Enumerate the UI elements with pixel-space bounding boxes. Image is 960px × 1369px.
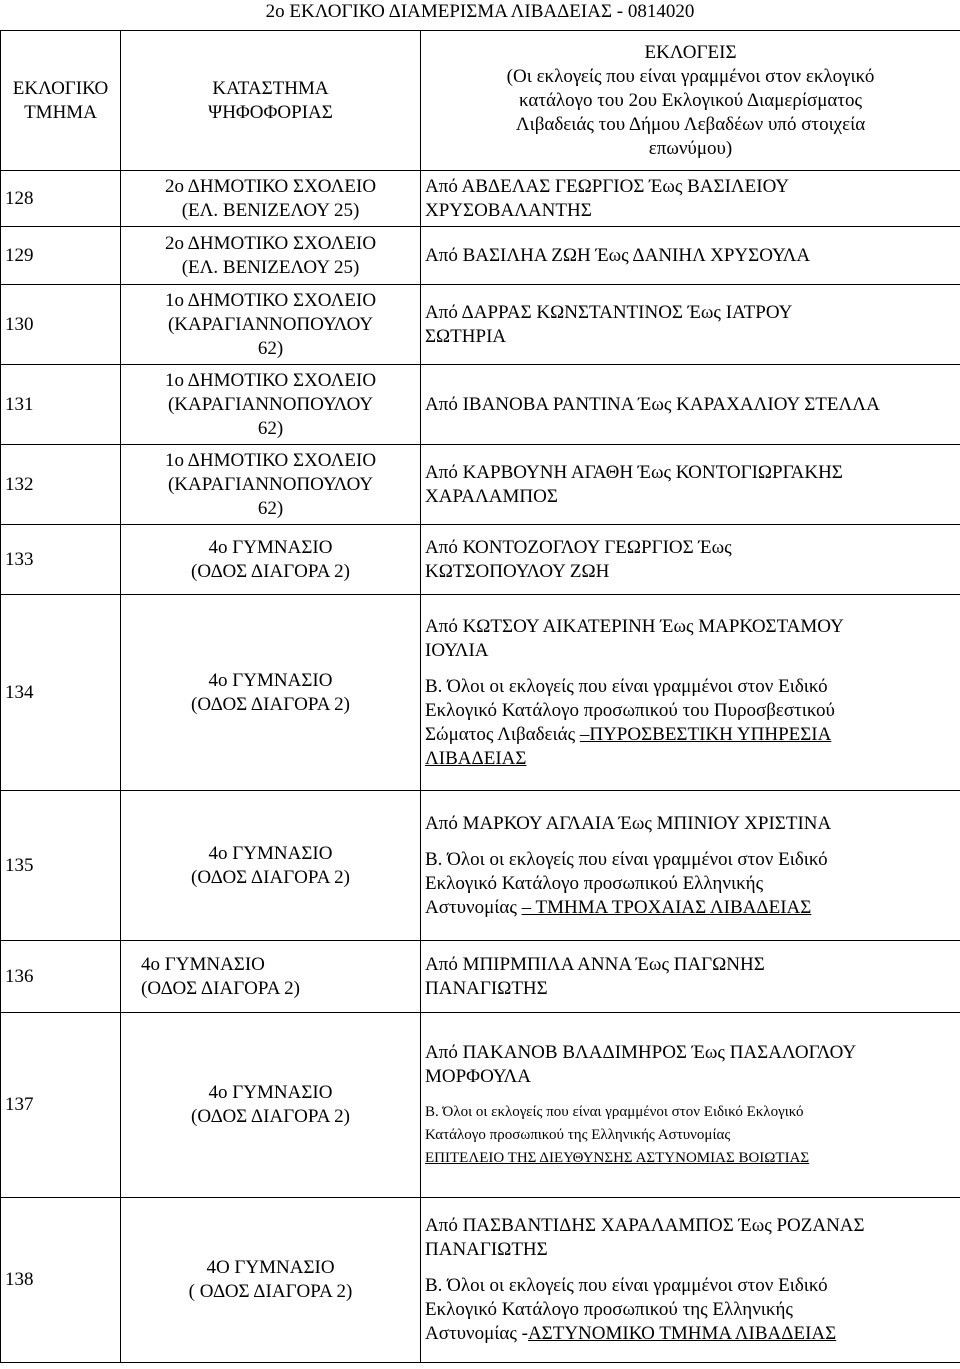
voters-line: Από ΠΑΚΑΝΟΒ ΒΛΑΔΙΜΗΡΟΣ Έως ΠΑΣΑΛΟΓΛΟΥ bbox=[425, 1041, 857, 1063]
voters-line: ΠΑΝΑΓΙΩΤΗΣ bbox=[425, 1239, 548, 1260]
voters-range bbox=[421, 595, 960, 791]
voters-line: Από ΚΑΡΒΟΥΝΗ ΑΓΑΘΗ Έως ΚΟΝΤΟΓΙΩΡΓΑΚΗΣ bbox=[425, 461, 843, 483]
note-text: Αστυνομίας - bbox=[425, 1323, 528, 1344]
special-list-note: Εκλογικό Κατάλογο προσωπικού της Ελληνικής bbox=[425, 1299, 793, 1320]
special-list-note: Β. Όλοι οι εκλογείς που είναι γραμμένοι στον Ειδικό Εκλογικό bbox=[425, 1103, 804, 1120]
special-list-note: Β. Όλοι οι εκλογείς που είναι γραμμένοι στον Ειδικό bbox=[425, 675, 828, 697]
polling-station bbox=[121, 1198, 421, 1363]
section-number: 132 bbox=[1, 445, 121, 525]
special-list-note: Εκλογικό Κατάλογο προσωπικού του Πυροσβεστικού bbox=[425, 699, 835, 721]
voters-range bbox=[421, 791, 960, 941]
header-voters-line: κατάλογο του 2ου Εκλογικού Διαμερίσματος bbox=[518, 89, 862, 111]
section-number: 133 bbox=[1, 525, 121, 595]
header-voters-line: (Οι εκλογείς που είναι γραμμένοι στον εκλογικό bbox=[506, 65, 875, 87]
station-address: (ΚΑΡΑΓΙΑΝΝΟΠΟΥΛΟΥ bbox=[167, 393, 374, 415]
station-name: 2ο ΔΗΜΟΤΙΚΟ ΣΧΟΛΕΙΟ bbox=[164, 175, 377, 197]
voters-range bbox=[421, 445, 960, 525]
voters-range bbox=[421, 1198, 960, 1363]
header-section-line: ΤΜΗΜΑ bbox=[24, 101, 97, 123]
section-number: 131 bbox=[1, 365, 121, 445]
table-row bbox=[1, 595, 960, 791]
service-name: ΛΙΒΑΔΕΙΑΣ bbox=[425, 747, 527, 769]
voters-line: Από ΜΠΙΡΜΠΙΛΑ ΑΝΝΑ Έως ΠΑΓΩΝΗΣ bbox=[425, 953, 765, 975]
polling-table bbox=[0, 30, 960, 1363]
section-number: 138 bbox=[1, 1198, 121, 1363]
station-address: 62) bbox=[257, 417, 284, 439]
service-name: ΑΣΤΥΝΟΜΙΚΟ ΤΜΗΜΑ ΛΙΒΑΔΕΙΑΣ bbox=[527, 1323, 837, 1344]
table-row bbox=[1, 445, 960, 525]
station-name: 4ο ΓΥΜΝΑΣΙΟ bbox=[208, 536, 333, 558]
station-name: 4ο ΓΥΜΝΑΣΙΟ bbox=[141, 953, 265, 975]
voters-range bbox=[421, 227, 960, 285]
station-name: 1ο ΔΗΜΟΤΙΚΟ ΣΧΟΛΕΙΟ bbox=[164, 449, 377, 471]
voters-range bbox=[421, 1013, 960, 1198]
table-row bbox=[1, 1198, 960, 1363]
station-name: 4ο ΓΥΜΝΑΣΙΟ bbox=[208, 669, 333, 691]
voters-line: ΧΑΡΑΛΑΜΠΟΣ bbox=[425, 485, 558, 507]
header-voters-line: ΕΚΛΟΓΕΙΣ bbox=[644, 41, 737, 63]
voters-line: Από ΙΒΑΝΟΒΑ ΡΑΝΤΙΝΑ Έως ΚΑΡΑΧΑΛΙΟΥ ΣΤΕΛΛΑ bbox=[425, 393, 880, 415]
table-row bbox=[1, 1013, 960, 1198]
polling-station bbox=[121, 365, 421, 445]
header-voters-line: Λιβαδειάς του Δήμου Λεβαδέων υπό στοιχεία bbox=[515, 113, 866, 135]
header-station-line: ΚΑΤΑΣΤΗΜΑ bbox=[212, 77, 329, 99]
special-list-note: Εκλογικό Κατάλογο προσωπικού Ελληνικής bbox=[425, 872, 764, 894]
section-number: 136 bbox=[1, 941, 121, 1013]
station-address: (ΚΑΡΑΓΙΑΝΝΟΠΟΥΛΟΥ bbox=[167, 313, 374, 335]
station-name: 1ο ΔΗΜΟΤΙΚΟ ΣΧΟΛΕΙΟ bbox=[164, 289, 377, 311]
station-name: 4ο ΓΥΜΝΑΣΙΟ bbox=[208, 1082, 333, 1103]
section-number: 134 bbox=[1, 595, 121, 791]
voters-range bbox=[421, 525, 960, 595]
voters-range bbox=[421, 365, 960, 445]
voters-line: ΙΟΥΛΙΑ bbox=[425, 639, 489, 661]
station-address: 62) bbox=[257, 337, 284, 359]
voters-line: ΜΟΡΦΟΥΛΑ bbox=[425, 1065, 531, 1087]
service-name: ΕΠΙΤΕΛΕΙΟ ΤΗΣ ΔΙΕΥΘΥΝΣΗΣ ΑΣΤΥΝΟΜΙΑΣ ΒΟΙΩΤΙΑΣ bbox=[425, 1149, 810, 1166]
voters-line: Από ΠΑΣΒΑΝΤΙΔΗΣ ΧΑΡΑΛΑΜΠΟΣ Έως ΡΟΖΑΝΑΣ bbox=[425, 1215, 865, 1236]
special-list-note bbox=[425, 1322, 956, 1346]
header-voters-line: επωνύμου) bbox=[648, 137, 733, 159]
header-polling-station bbox=[121, 31, 421, 171]
station-name: 2ο ΔΗΜΟΤΙΚΟ ΣΧΟΛΕΙΟ bbox=[164, 232, 377, 254]
station-address: (ΟΔΟΣ ΔΙΑΓΟΡΑ 2) bbox=[191, 693, 350, 715]
section-number: 137 bbox=[1, 1013, 121, 1198]
table-row bbox=[1, 525, 960, 595]
service-name: –ΠΥΡΟΣΒΕΣΤΙΚΗ ΥΠΗΡΕΣΙΑ bbox=[579, 723, 832, 745]
station-name: 4Ο ΓΥΜΝΑΣΙΟ bbox=[206, 1257, 335, 1278]
header-section bbox=[1, 31, 121, 171]
special-list-note: Β. Όλοι οι εκλογείς που είναι γραμμένοι στον Ειδικό bbox=[425, 848, 828, 870]
section-number: 129 bbox=[1, 227, 121, 285]
special-list-note bbox=[425, 723, 956, 747]
polling-station bbox=[121, 227, 421, 285]
note-text: Αστυνομίας bbox=[425, 896, 522, 918]
voters-line: Από ΜΑΡΚΟΥ ΑΓΛΑΙΑ Έως ΜΠΙΝΙΟΥ ΧΡΙΣΤΙΝΑ bbox=[425, 812, 832, 834]
table-row bbox=[1, 365, 960, 445]
header-section-line: ΕΚΛΟΓΙΚΟ bbox=[12, 77, 109, 99]
station-address: ( ΟΔΟΣ ΔΙΑΓΟΡΑ 2) bbox=[188, 1281, 353, 1302]
voters-line: ΣΩΤΗΡΙΑ bbox=[425, 325, 507, 347]
voters-range bbox=[421, 171, 960, 227]
section-number: 135 bbox=[1, 791, 121, 941]
special-list-note: Κατάλογο προσωπικού της Ελληνικής Αστυνομίας bbox=[425, 1126, 731, 1143]
station-address: (ΟΔΟΣ ΔΙΑΓΟΡΑ 2) bbox=[191, 1106, 350, 1127]
polling-station bbox=[121, 445, 421, 525]
voters-line: ΧΡΥΣΟΒΑΛΑΝΤΗΣ bbox=[425, 199, 592, 221]
table-row bbox=[1, 941, 960, 1013]
polling-station bbox=[121, 941, 421, 1013]
table-row bbox=[1, 227, 960, 285]
station-address: (ΟΔΟΣ ΔΙΑΓΟΡΑ 2) bbox=[141, 977, 300, 999]
special-list-note bbox=[425, 896, 956, 920]
polling-station bbox=[121, 595, 421, 791]
voters-line: Από ΒΑΣΙΛΗΑ ΖΩΗ Έως ΔΑΝΙΗΛ ΧΡΥΣΟΥΛΑ bbox=[425, 244, 811, 266]
polling-station bbox=[121, 525, 421, 595]
station-address: (ΚΑΡΑΓΙΑΝΝΟΠΟΥΛΟΥ bbox=[167, 473, 374, 495]
table-row bbox=[1, 791, 960, 941]
voters-line: Από ΚΩΤΣΟΥ ΑΙΚΑΤΕΡΙΝΗ Έως ΜΑΡΚΟΣΤΑΜΟΥ bbox=[425, 615, 844, 637]
station-name: 1ο ΔΗΜΟΤΙΚΟ ΣΧΟΛΕΙΟ bbox=[164, 369, 377, 391]
voters-line: ΚΩΤΣΟΠΟΥΛΟΥ ΖΩΗ bbox=[425, 560, 610, 582]
voters-range bbox=[421, 285, 960, 365]
station-address: (ΕΛ. ΒΕΝΙΖΕΛΟΥ 25) bbox=[181, 199, 360, 221]
note-text: Σώματος Λιβαδειάς bbox=[425, 723, 580, 745]
voters-line: Από ΑΒΔΕΛΑΣ ΓΕΩΡΓΙΟΣ Έως ΒΑΣΙΛΕΙΟΥ bbox=[425, 175, 790, 197]
station-name: 4ο ΓΥΜΝΑΣΙΟ bbox=[208, 842, 333, 864]
section-number: 130 bbox=[1, 285, 121, 365]
header-voters bbox=[421, 31, 960, 171]
table-row bbox=[1, 285, 960, 365]
table-row bbox=[1, 171, 960, 227]
special-list-note: Β. Όλοι οι εκλογείς που είναι γραμμένοι στον Ειδικό bbox=[425, 1275, 828, 1296]
station-address: (ΕΛ. ΒΕΝΙΖΕΛΟΥ 25) bbox=[181, 256, 360, 278]
station-address: (ΟΔΟΣ ΔΙΑΓΟΡΑ 2) bbox=[191, 560, 350, 582]
table-header-row bbox=[1, 31, 960, 171]
polling-station bbox=[121, 171, 421, 227]
station-address: (ΟΔΟΣ ΔΙΑΓΟΡΑ 2) bbox=[191, 866, 350, 888]
section-number: 128 bbox=[1, 171, 121, 227]
station-address: 62) bbox=[257, 497, 284, 519]
voters-range bbox=[421, 941, 960, 1013]
polling-station bbox=[121, 1013, 421, 1198]
voters-line: Από ΔΑΡΡΑΣ ΚΩΝΣΤΑΝΤΙΝΟΣ Έως ΙΑΤΡΟΥ bbox=[425, 301, 793, 323]
voters-line: Από ΚΟΝΤΟΖΟΓΛΟΥ ΓΕΩΡΓΙΟΣ Έως bbox=[425, 536, 732, 558]
polling-station bbox=[121, 285, 421, 365]
header-station-line: ΨΗΦΟΦΟΡΙΑΣ bbox=[208, 101, 333, 123]
page-title: 2ο ΕΚΛΟΓΙΚΟ ΔΙΑΜΕΡΙΣΜΑ ΛΙΒΑΔΕΙΑΣ - 0814020 bbox=[265, 1, 695, 22]
voters-line: ΠΑΝΑΓΙΩΤΗΣ bbox=[425, 977, 548, 999]
polling-station bbox=[121, 791, 421, 941]
service-name: – ΤΜΗΜΑ ΤΡΟΧΑΙΑΣ ΛΙΒΑΔΕΙΑΣ bbox=[521, 896, 812, 918]
